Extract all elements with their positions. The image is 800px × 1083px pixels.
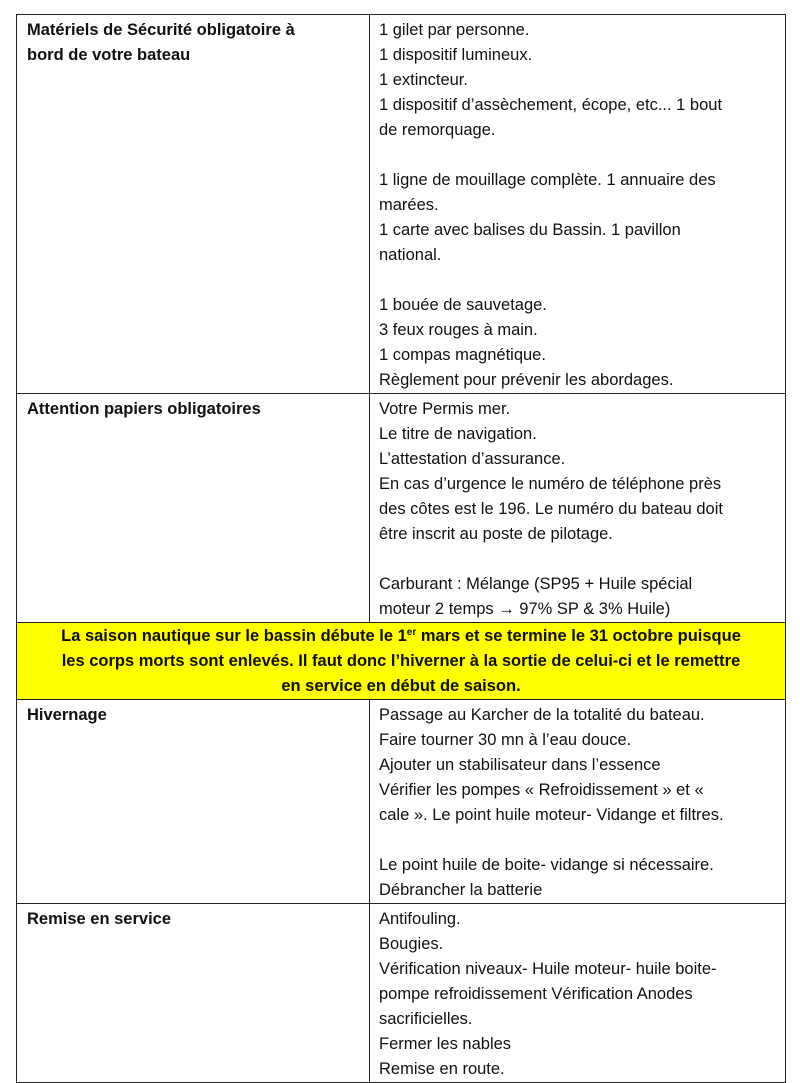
- content-line: cale ». Le point huile moteur- Vidange et filtres.: [379, 806, 724, 824]
- content-line: Règlement pour prévenir les abordages.: [379, 371, 674, 389]
- content-line: Faire tourner 30 mn à l’eau douce.: [379, 731, 632, 749]
- row-content-safety-equipment: [370, 15, 786, 394]
- content-line: Ajouter un stabilisateur dans l’essence: [379, 756, 661, 774]
- row-label-mandatory-papers: Attention papiers obligatoires: [17, 394, 370, 623]
- content-line: marées.: [379, 196, 439, 214]
- content-line: national.: [379, 246, 442, 264]
- banner-line-3: en service en début de saison.: [281, 677, 521, 695]
- row-content-recommissioning: [370, 904, 786, 1083]
- content-line: 1 bouée de sauvetage.: [379, 296, 547, 314]
- boating-info-table: [16, 14, 786, 1083]
- content-line: sacrificielles.: [379, 1010, 473, 1028]
- blank-line: [379, 268, 777, 293]
- row-content-wintering: [370, 700, 786, 904]
- content-line: Passage au Karcher de la totalité du bateau.: [379, 706, 705, 724]
- content-line: 1 extincteur.: [379, 71, 468, 89]
- row-label-recommissioning: Remise en service: [17, 904, 370, 1083]
- table-row-recommissioning: [17, 904, 786, 1083]
- season-banner: [17, 623, 786, 700]
- content-line: Le point huile de boite- vidange si nécessaire.: [379, 856, 714, 874]
- blank-line: [379, 828, 777, 853]
- content-line: L’attestation d’assurance.: [379, 450, 566, 468]
- content-line: Débrancher la batterie: [379, 881, 543, 899]
- blank-line: [379, 143, 777, 168]
- row-label-safety-equipment: [17, 15, 370, 394]
- content-line: Carburant : Mélange (SP95 + Huile spécial: [379, 575, 693, 593]
- banner-line-2: les corps morts sont enlevés. Il faut donc l’hiverner à la sortie de celui-ci et le remettre: [61, 652, 741, 670]
- ordinal-superscript: er: [406, 627, 417, 638]
- content-line: Votre Permis mer.: [379, 400, 511, 418]
- content-line: de remorquage.: [379, 121, 496, 139]
- table-row-safety-equipment: [17, 15, 786, 394]
- content-line: Vérification niveaux- Huile moteur- huile boite-: [379, 960, 717, 978]
- blank-line: [379, 547, 777, 572]
- table-row-wintering: [17, 700, 786, 904]
- content-line: En cas d’urgence le numéro de téléphone près: [379, 475, 722, 493]
- row-content-mandatory-papers: [370, 394, 786, 623]
- content-line: Remise en route.: [379, 1060, 505, 1078]
- row-label-wintering: Hivernage: [17, 700, 370, 904]
- content-line: 1 compas magnétique.: [379, 346, 546, 364]
- content-line: pompe refroidissement Vérification Anodes: [379, 985, 693, 1003]
- content-line: Vérifier les pompes « Refroidissement » et «: [379, 781, 704, 799]
- content-line: moteur 2 temps → 97% SP & 3% Huile): [379, 600, 671, 618]
- content-line: Le titre de navigation.: [379, 425, 537, 443]
- content-line: 1 ligne de mouillage complète. 1 annuaire des: [379, 171, 716, 189]
- content-line: des côtes est le 196. Le numéro du bateau doit: [379, 500, 723, 518]
- banner-line-1: La saison nautique sur le bassin débute le 1er mars et se termine le 31 octobre puisque: [61, 627, 741, 645]
- content-line: Bougies.: [379, 935, 444, 953]
- content-line: être inscrit au poste de pilotage.: [379, 525, 613, 543]
- content-line: 1 carte avec balises du Bassin. 1 pavillon: [379, 221, 681, 239]
- content-line: 3 feux rouges à main.: [379, 321, 538, 339]
- table-row-mandatory-papers: [17, 394, 786, 623]
- content-line: Antifouling.: [379, 910, 461, 928]
- label-line: Matériels de Sécurité obligatoire à: [27, 21, 295, 39]
- label-line: bord de votre bateau: [27, 46, 191, 64]
- content-line: 1 gilet par personne.: [379, 21, 530, 39]
- content-line: Fermer les nables: [379, 1035, 512, 1053]
- content-line: 1 dispositif d’assèchement, écope, etc... 1 bout: [379, 96, 723, 114]
- season-banner-row: [17, 623, 786, 700]
- content-line: 1 dispositif lumineux.: [379, 46, 533, 64]
